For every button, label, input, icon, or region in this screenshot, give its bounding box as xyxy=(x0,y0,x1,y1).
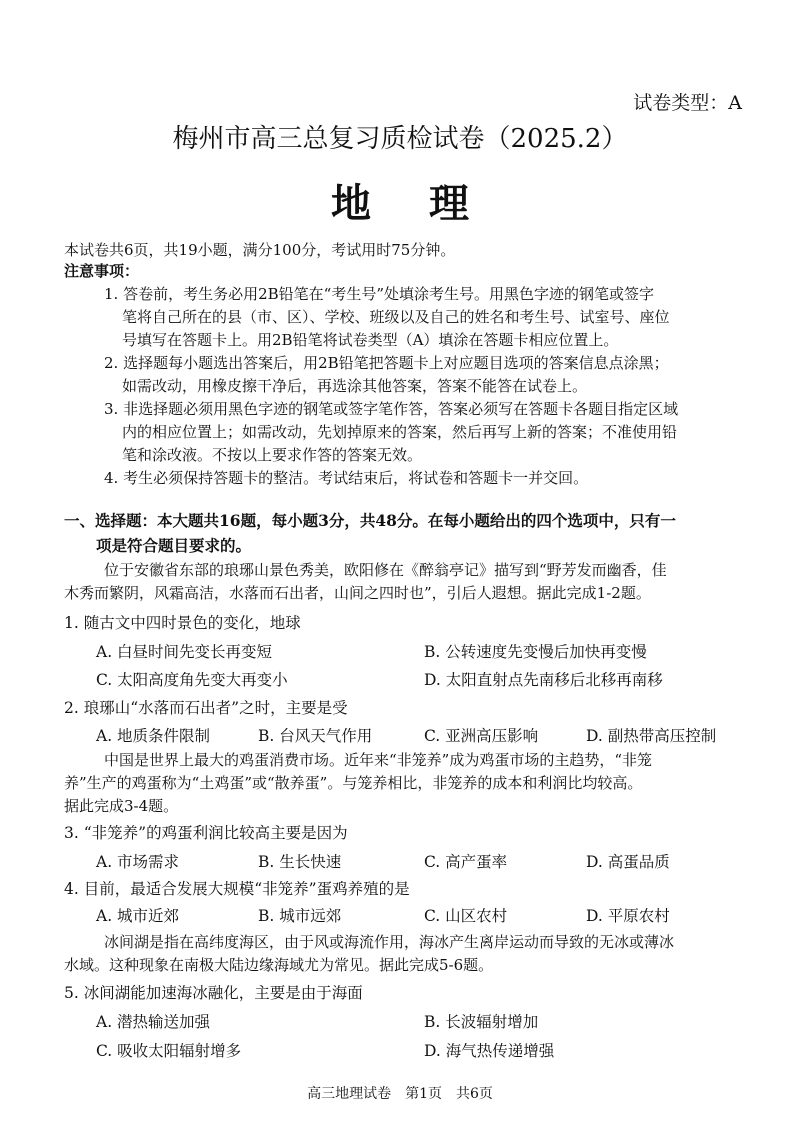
q5-option-d: D. 海气热传递增强 xyxy=(424,1042,555,1060)
passage-3-line-1: 冰间湖是指在高纬度海区，由于风或海流作用，海冰产生离岸运动而导致的无冰或薄冰 xyxy=(104,933,675,951)
q3-option-c: C. 高产蛋率 xyxy=(424,853,508,871)
exam-title: 梅州市高三总复习质检试卷（2025.2） xyxy=(172,124,628,154)
q2-option-b: B. 台风天气作用 xyxy=(258,727,373,745)
q2-option-c: C. 亚洲高压影响 xyxy=(424,727,539,745)
notice-1-line-2: 笔将自己所在的县（市、区）、学校、班级以及自己的姓名和考生号、试室号、座位 xyxy=(122,308,670,326)
notice-1-line-1: 1. 答卷前，考生务必用2B铅笔在“考生号”处填涂考生号。用黑色字迹的钢笔或签字 xyxy=(104,285,654,303)
paper-type-label: 试卷类型：A xyxy=(633,92,742,114)
q3-option-b: B. 生长快速 xyxy=(258,853,342,871)
q3-stem: 3. “非笼养”的鸡蛋利润比较高主要是因为 xyxy=(64,824,348,842)
notice-2-line-1: 2. 选择题每小题选出答案后，用2B铅笔把答题卡上对应题目选项的答案信息点涂黑； xyxy=(104,354,669,372)
passage-3-line-2: 水域。这种现象在南极大陆边缘海域尤为常见。据此完成5-6题。 xyxy=(64,956,494,974)
notice-3-line-1: 3. 非选择题必须用黑色字迹的钢笔或签字笔作答，答案必须写在答题卡各题目指定区域 xyxy=(104,400,679,418)
passage-1-line-2: 木秀而繁阴，风霜高洁，水落而石出者，山间之四时也”，引后人遐想。据此完成1-2题。 xyxy=(64,584,651,602)
notice-2-line-2: 如需改动，用橡皮擦干净后，再选涂其他答案，答案不能答在试卷上。 xyxy=(122,377,588,395)
q5-option-b: B. 长波辐射增加 xyxy=(424,1013,539,1031)
q1-option-a: A. 白昼时间先变长再变短 xyxy=(96,643,273,661)
notice-heading: 注意事项： xyxy=(64,262,140,280)
passage-2-line-2: 养”生产的鸡蛋称为“土鸡蛋”或“散养蛋”。与笼养相比，非笼养的成本和利润比均较高。 xyxy=(64,774,643,792)
notice-4-line-1: 4. 考生必须保持答题卡的整洁。考试结束后，将试卷和答题卡一并交回。 xyxy=(104,469,589,487)
q2-option-d: D. 副热带高压控制 xyxy=(586,727,717,745)
passage-1-line-1: 位于安徽省东部的琅琊山景色秀美，欧阳修在《醉翁亭记》描写到“野芳发而幽香，佳 xyxy=(104,561,667,579)
notice-3-line-2: 内的相应位置上；如需改动，先划掉原来的答案，然后再写上新的答案；不准使用铅 xyxy=(122,423,678,441)
passage-2-line-1: 中国是世界上最大的鸡蛋消费市场。近年来“非笼养”成为鸡蛋市场的主趋势，“非笼 xyxy=(104,751,653,769)
q4-option-b: B. 城市远郊 xyxy=(258,907,342,925)
section-1-heading-cont: 项是符合题目要求的。 xyxy=(96,536,252,555)
notice-1-line-3: 号填写在答题卡上。用2B铅笔将试卷类型（A）填涂在答题卡相应位置上。 xyxy=(122,331,619,349)
q5-option-a: A. 潜热输送加强 xyxy=(96,1013,211,1031)
q3-option-a: A. 市场需求 xyxy=(96,853,180,871)
section-1-heading: 一、选择题：本大题共16题，每小题3分，共48分。在每小题给出的四个选项中，只有一 xyxy=(64,511,676,530)
passage-2-line-3: 据此完成3-4题。 xyxy=(64,797,179,815)
q5-stem: 5. 冰间湖能加速海冰融化，主要是由于海面 xyxy=(64,984,363,1002)
q2-option-a: A. 地质条件限制 xyxy=(96,727,211,745)
q1-option-b: B. 公转速度先变慢后加快再变慢 xyxy=(424,643,647,661)
q4-option-d: D. 平原农村 xyxy=(586,907,670,925)
notice-3-line-3: 笔和涂改液。不按以上要求作答的答案无效。 xyxy=(122,446,423,464)
q3-option-d: D. 高蛋品质 xyxy=(586,853,670,871)
q4-option-a: A. 城市近郊 xyxy=(96,907,180,925)
q1-stem: 1. 随古文中四时景色的变化，地球 xyxy=(64,614,301,632)
q5-option-c: C. 吸收太阳辐射增多 xyxy=(96,1042,242,1060)
intro-text: 本试卷共6页，共19小题，满分100分，考试用时75分钟。 xyxy=(64,241,456,259)
q4-stem: 4. 目前，最适合发展大规模“非笼养”蛋鸡养殖的是 xyxy=(64,880,410,898)
page-footer: 高三地理试卷 第1页 共6页 xyxy=(307,1086,493,1102)
q4-option-c: C. 山区农村 xyxy=(424,907,508,925)
q2-stem: 2. 琅琊山“水落而石出者”之时，主要是受 xyxy=(64,699,348,717)
q1-option-d: D. 太阳直射点先南移后北移再南移 xyxy=(424,671,663,689)
q1-option-c: C. 太阳高度角先变大再变小 xyxy=(96,671,288,689)
subject-title: 地理 xyxy=(331,180,527,227)
